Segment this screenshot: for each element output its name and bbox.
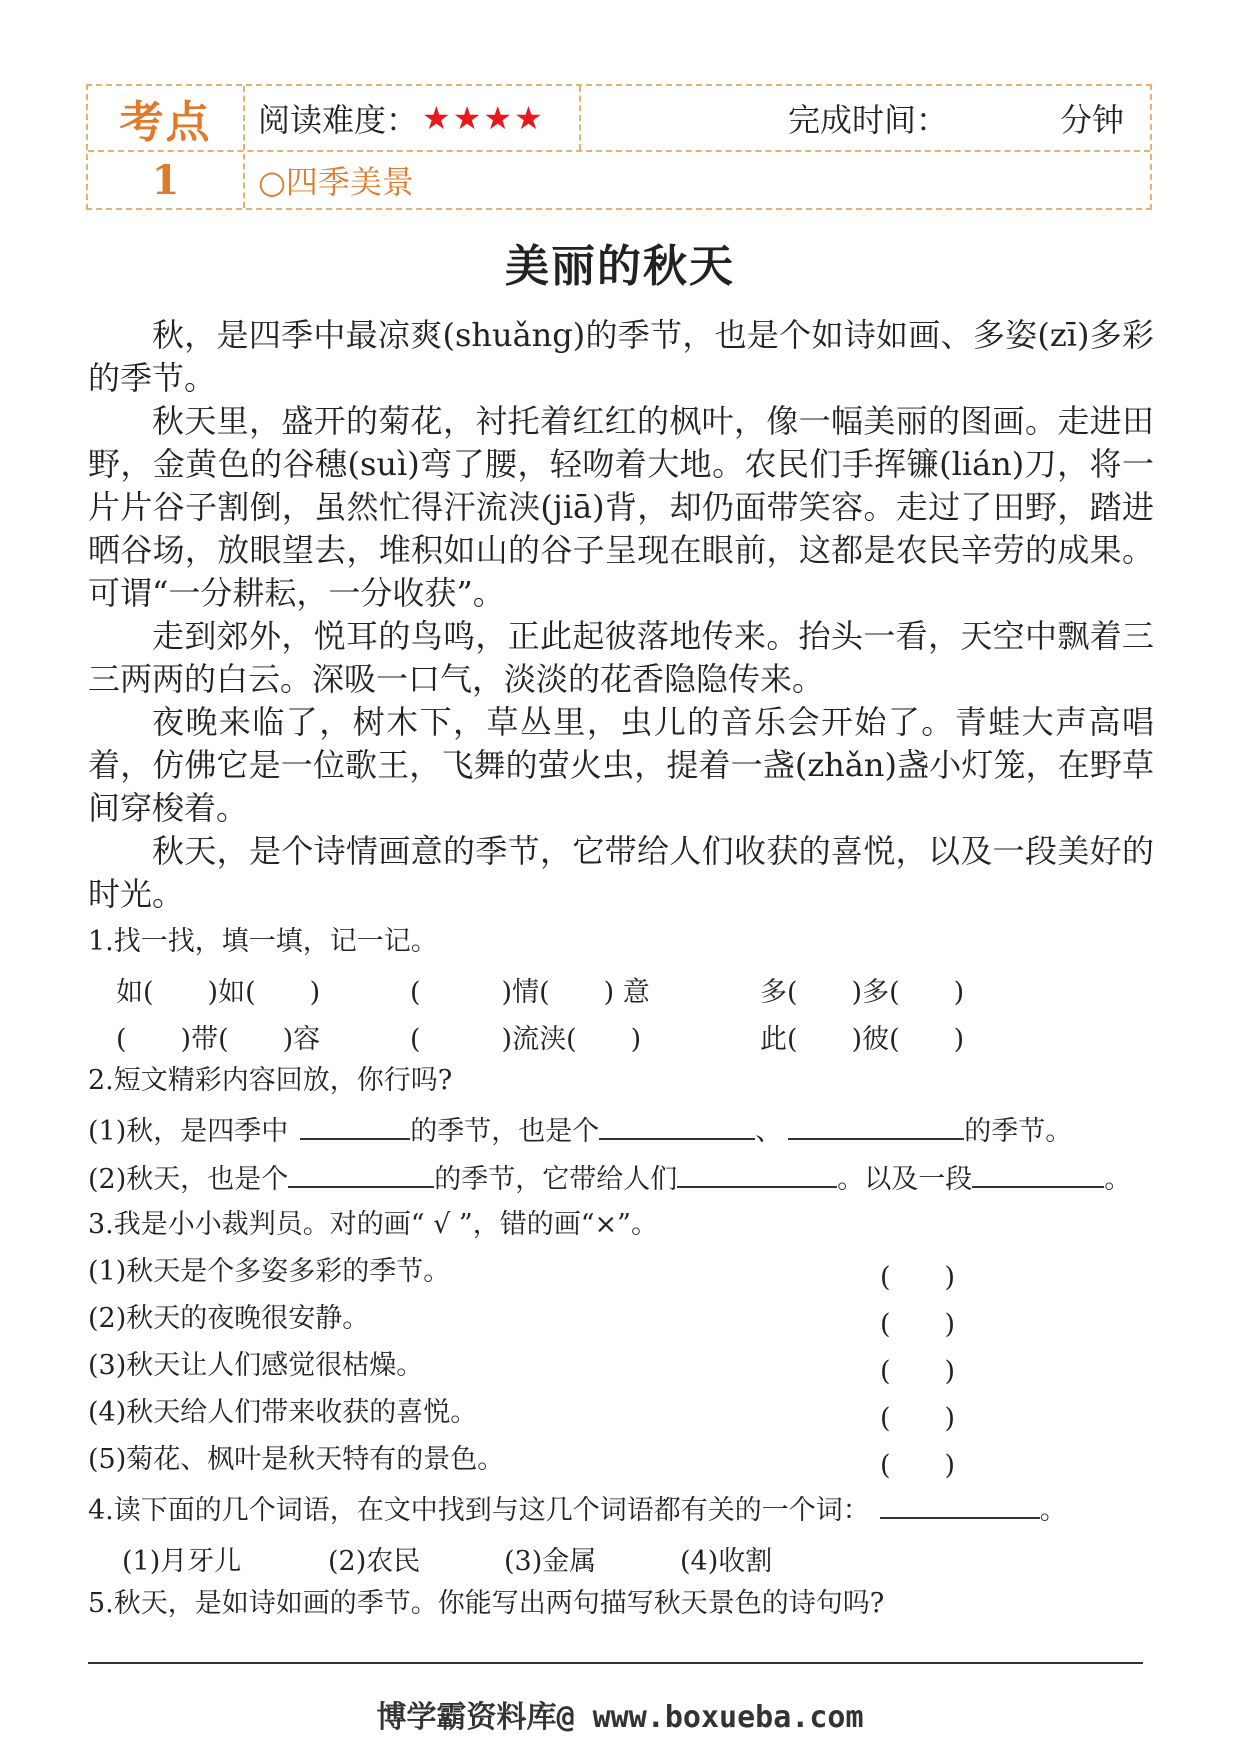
- text: 的季节。: [964, 1116, 1073, 1147]
- judge-bracket[interactable]: ( ): [880, 1403, 956, 1434]
- judge-bracket[interactable]: ( ): [880, 1356, 956, 1387]
- text: 4.读下面的几个词语，在文中找到与这几个词语都有关的一个词：: [88, 1495, 870, 1526]
- header-number: 1: [151, 156, 180, 204]
- passage: [88, 314, 1154, 916]
- answer-blank[interactable]: [788, 1112, 964, 1140]
- judge-bracket[interactable]: ( ): [880, 1309, 956, 1340]
- word-item: (4)收割: [680, 1546, 773, 1577]
- header-divider: [243, 86, 245, 208]
- question-3-prompt: 3.我是小小裁判员。对的画“ √ ”，错的画“×”。: [88, 1209, 658, 1240]
- time-unit: 分钟: [1060, 101, 1125, 139]
- answer-blank[interactable]: [288, 1160, 434, 1188]
- fill-item[interactable]: ( )情( ) 意: [410, 977, 650, 1008]
- text: 的季节，它带给人们: [434, 1164, 678, 1195]
- passage-title: 美丽的秋天: [505, 241, 735, 292]
- judge-item: (2)秋天的夜晚很安静。: [88, 1303, 370, 1334]
- topic-label: ○四季美景: [258, 163, 414, 201]
- judge-item: (4)秋天给人们带来收获的喜悦。: [88, 1397, 478, 1428]
- paragraph: 夜晚来临了，树木下，草丛里，虫儿的音乐会开始了。青蛙大声高唱着，仿佛它是一位歌王，飞舞的萤火虫，提着一盏(zhǎn)盏小灯笼，在野草间穿梭着。: [88, 703, 1154, 827]
- paragraph: 走到郊外，悦耳的鸟鸣，正此起彼落地传来。抬头一看，天空中飘着三三两两的白云。深吸一口气，淡淡的花香隐隐传来。: [88, 617, 1154, 698]
- question-2-prompt: 2.短文精彩内容回放，你行吗?: [88, 1065, 453, 1096]
- fill-item[interactable]: 多( )多( ): [760, 977, 965, 1008]
- header-label: 考点: [119, 97, 212, 148]
- answer-blank[interactable]: [972, 1160, 1104, 1188]
- word-item: (2)农民: [328, 1546, 421, 1577]
- answer-blank[interactable]: [677, 1160, 837, 1188]
- question-2-line-2: [88, 1160, 1131, 1197]
- judge-item: (1)秋天是个多姿多彩的季节。: [88, 1256, 451, 1287]
- header-table: [86, 84, 1152, 210]
- answer-blank[interactable]: [599, 1112, 755, 1140]
- judge-item: (3)秋天让人们感觉很枯燥。: [88, 1350, 424, 1381]
- question-5-prompt: 5.秋天，是如诗如画的季节。你能写出两句描写秋天景色的诗句吗?: [88, 1588, 885, 1619]
- fill-item[interactable]: ( )流浃( ): [410, 1024, 642, 1055]
- word-item: (1)月牙儿: [122, 1546, 242, 1577]
- difficulty-stars-icon: ★★★★: [422, 99, 545, 137]
- answer-line[interactable]: [88, 1662, 1143, 1664]
- time-label: 完成时间：: [788, 101, 949, 139]
- text: 、: [755, 1116, 783, 1147]
- word-item: (3)金属: [504, 1546, 597, 1577]
- difficulty-label: 阅读难度：: [258, 101, 419, 139]
- text: (1)秋，是四季中: [88, 1116, 289, 1147]
- paragraph: 秋天，是个诗情画意的季节，它带给人们收获的喜悦，以及一段美好的时光。: [88, 832, 1154, 913]
- text: 。: [1104, 1164, 1132, 1195]
- text: 的季节，也是个: [410, 1116, 600, 1147]
- judge-item: (5)菊花、枫叶是秋天特有的景色。: [88, 1444, 505, 1475]
- question-1-prompt: 1.找一找，填一填，记一记。: [88, 926, 438, 957]
- answer-blank[interactable]: [880, 1491, 1040, 1519]
- question-4-prompt: [88, 1491, 1067, 1528]
- paragraph: 秋天里，盛开的菊花，衬托着红红的枫叶，像一幅美丽的图画。走进田野，金黄色的谷穗(suì)弯了腰，轻吻着大地。农民们手挥镰(lián)刀，将一片片谷子割倒，虽然忙得汗流浃(jiā)背，却仍面带笑容。走过了田野，踏进晒谷场，放眼望去，堆积如山的谷子呈现在眼前，这都是农民辛劳的成果。可谓“一分耕耘，一分收获”。: [88, 402, 1154, 612]
- paragraph: 秋，是四季中最凉爽(shuǎng)的季节，也是个如诗如画、多姿(zī)多彩的季节。: [88, 316, 1154, 397]
- text: 。: [1039, 1495, 1067, 1526]
- answer-blank[interactable]: [300, 1112, 410, 1140]
- difficulty: [258, 86, 545, 150]
- header-divider: [579, 86, 581, 150]
- fill-item[interactable]: 如( )如( ): [116, 977, 321, 1008]
- judge-bracket[interactable]: ( ): [880, 1262, 956, 1293]
- footer-watermark: 博学霸资料库@ www.boxueba.com: [376, 1700, 864, 1735]
- fill-item[interactable]: 此( )彼( ): [760, 1024, 965, 1055]
- text: 。以及一段: [837, 1164, 973, 1195]
- text: (2)秋天，也是个: [88, 1164, 289, 1195]
- fill-item[interactable]: ( )带( )容: [116, 1024, 321, 1055]
- question-2-line-1: [88, 1112, 1072, 1149]
- header-divider: [88, 150, 1150, 152]
- judge-bracket[interactable]: ( ): [880, 1450, 956, 1481]
